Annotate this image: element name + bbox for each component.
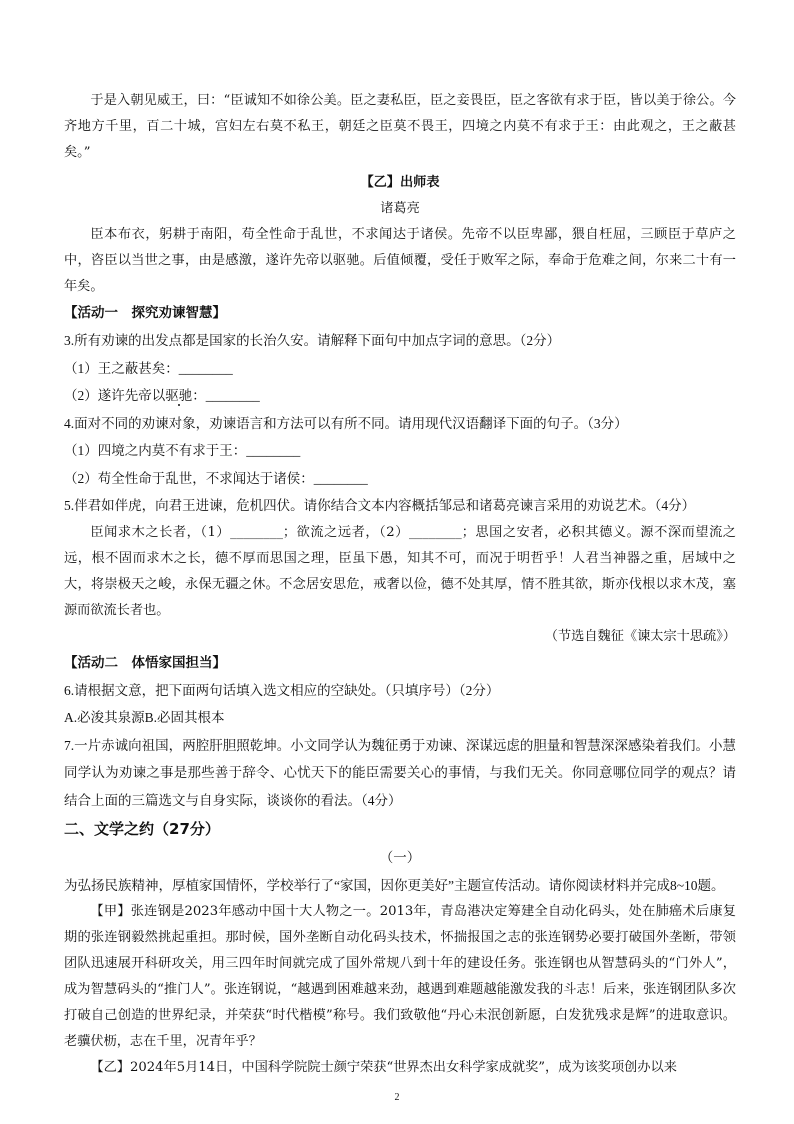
question-4-2: （2）苟全性命于乱世，不求闻达于诸侯：________ <box>64 470 368 486</box>
dotted-word: 驱驰 <box>165 388 193 403</box>
question-3-2-prefix: （2）遂许先帝以 <box>64 388 166 403</box>
question-4-1: （1）四境之内莫不有求于王：________ <box>64 443 301 458</box>
text-c-body: 臣闻求木之长者，（1）________；欲流之远者，（2）________；思国之安者，必积其德义。源不深而望流之远，根不固而求木之长，德不厚而思国之理，臣虽下愚，知其不可，而况于明哲乎！人君当神器之重，居域中之大，将崇极天之峻，永保无疆之休。不念居安思危，戒奢以俭，德不处其厚，情不胜其欲，斯亦伐根以求木茂，塞源而欲流长者也。 <box>64 524 736 618</box>
activity1-title: 【活动一 探究劝谏智慧】 <box>64 305 226 321</box>
document-page <box>64 88 736 1081</box>
text-a-continuation: 于是入朝见威王，曰：“臣诚知不如徐公美。臣之妻私臣，臣之妾畏臣，臣之客欲有求于臣，皆以美于徐公。今齐地方千里，百二十城，宫妇左右莫不私王，朝廷之臣莫不畏王，四境之内莫不有求于王：由此观之，王之蔽甚矣。” <box>64 93 736 160</box>
activity2-title: 【活动二 体悟家国担当】 <box>64 654 226 671</box>
section-2-intro: 为弘扬民族精神，厚植家国情怀，学校举行了“家国，因你更美好”主题宣传活动。请你阅读材料并完成8~10题。 <box>64 877 725 893</box>
question-6-options: A.必浚其泉源B.必固其根本 <box>64 710 225 725</box>
section-2-subtitle: （一） <box>379 850 421 865</box>
question-4: 4.面对不同的劝谏对象，劝谏语言和方法可以有所不同。请用现代汉语翻译下面的句子。（3分） <box>64 415 628 431</box>
section-2-title: 二、文学之约（27分） <box>64 820 220 838</box>
question-5: 5.伴君如伴虎，向君王进谏，危机四伏。请你结合文本内容概括邹忌和诸葛亮谏言采用的劝说艺术。（4分） <box>64 498 696 513</box>
material-yi: 【乙】2024年5月14日，中国科学院院士颜宁荣获“世界杰出女科学家成就奖”，成为该奖项创办以来 <box>90 1060 677 1075</box>
text-c-source: （节选自魏征《谏太宗十思疏》） <box>544 628 736 644</box>
text-b-body: 臣本布衣，躬耕于南阳，苟全性命于乱世，不求闻达于诸侯。先帝不以臣卑鄙，猥自枉屈，三顾臣于草庐之中，咨臣以当世之事，由是感激，遂许先帝以驱驰。后值倾覆，受任于败军之际，奉命于危难之间，尔来二十有一年矣。 <box>64 227 736 294</box>
text-b-title: 【乙】出师表 <box>360 175 440 190</box>
question-7: 7.一片赤诚向祖国，两腔肝胆照乾坤。小文同学认为魏征勇于劝谏、深谋远虑的胆量和智慧深深感染着我们。小慧同学认为劝谏之事是那些善于辞令、心忧天下的能臣需要关心的事情，与我们无关。你同意哪位同学的观点？请结合上面的三篇选文与自身实际，谈谈你的看法。（4分） <box>64 737 736 808</box>
material-jia: 【甲】张连钢是2023年感动中国十大人物之一。2013年，青岛港决定筹建全自动化码头，处在肺癌术后康复期的张连钢毅然挑起重担。那时候，国外垄断自动化码头技术，怀揣报国之志的张连钢势必要打破国外垄断，带领团队迅速展开科研攻关，用三四年时间就完成了国外常规八到十年的建设任务。张连钢也从智慧码头的“门外人”，成为智慧码头的“推门人”。张连钢说，“越遇到困难越来劲，越遇到难题越能激发我的斗志！后来，张连钢团队多次打破自己创造的世界纪录，并荣获“时代楷模”称号。我们致敬他“丹心未泯创新愿，白发犹残求是辉”的进取意识。老骥伏枥，志在千里，况青年乎？ <box>64 904 736 1049</box>
question-3-2 <box>64 382 736 410</box>
question-3-1: （1）王之蔽甚矣：________ <box>64 360 233 376</box>
question-3: 3.所有劝谏的出发点都是国家的长治久安。请解释下面句中加点字词的意思。（2分） <box>64 333 561 348</box>
question-6: 6.请根据文意，把下面两句话填入选文相应的空缺处。（只填序号）（2分） <box>64 682 500 698</box>
question-3-2-blank: ：________ <box>192 388 260 403</box>
text-b-author: 诸葛亮 <box>380 201 420 216</box>
page-number: 2 <box>394 1092 400 1103</box>
